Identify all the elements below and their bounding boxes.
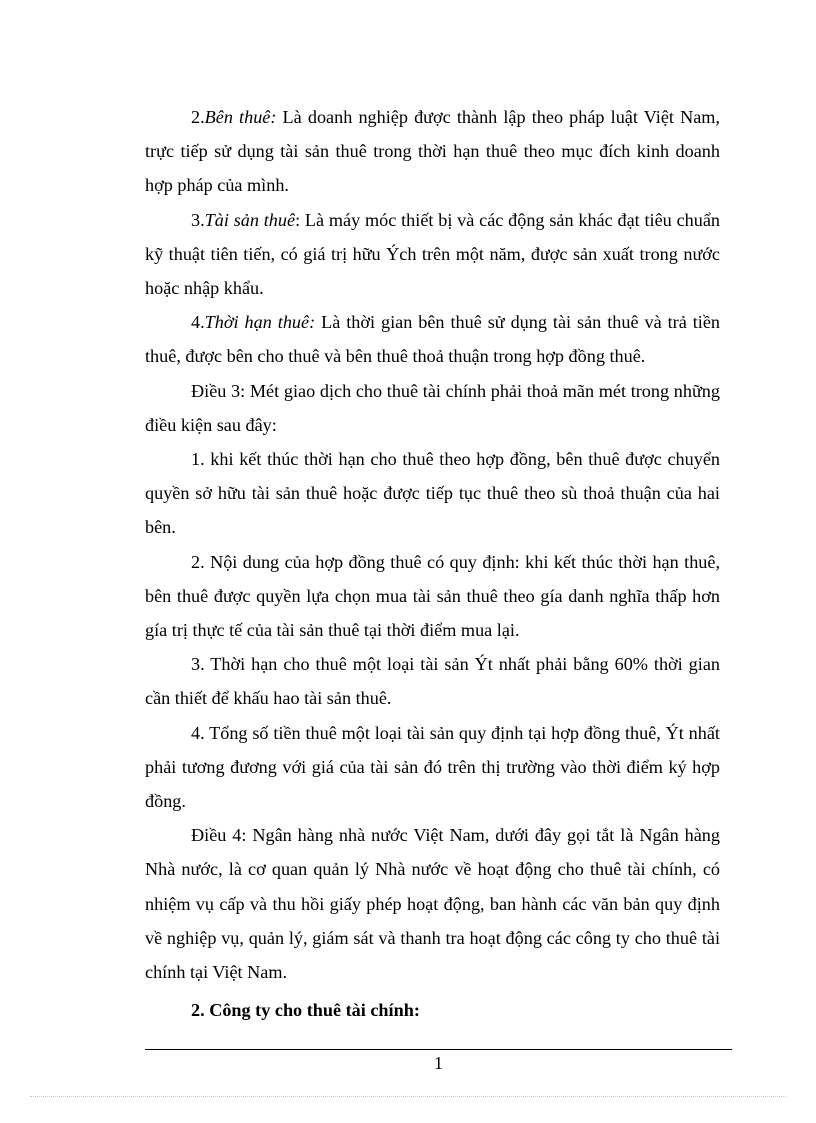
defined-term: Bên thuê: [204,107,277,127]
paragraph-lead: 2. [191,107,205,127]
paragraph-text: Là doanh nghiệp được thành lập theo pháp luật Việt Nam, trực tiếp sử dụng tài sản thuê trong thời hạn thuê theo mục đích kinh doanh hợp pháp của mình. [145,107,720,196]
defined-term: Thời hạn thuê: [204,312,316,333]
paragraph-text: Là thời gian bên thuê sử dụng tài sản thuê và trả tiền thuê, được bên cho thuê và bên thuê thoả thuận trong hợp đồng thuê. [145,312,720,367]
paragraph-dieu-4: Điều 4: Ngân hàng nhà nước Việt Nam, dưới đây gọi tắt là Ngân hàng Nhà nước, là cơ quan quản lý Nhà nước về hoạt động cho thuê tài chính, có nhiệm vụ cấp và thu hồi giấy phép hoạt động, ban hành các văn bản quy định về nghiệp vụ, quản lý, giám sát và thanh tra hoạt động các công ty cho thuê tài chính tại Việt Nam. [145,825,720,983]
defined-term: Tài sản thuê [204,209,296,230]
document-body [145,100,720,1027]
page-bottom-border [30,1096,786,1097]
paragraph-dieu-3: Điều 3: Mét giao dịch cho thuê tài chính phải thoả mãn mét trong những điều kiện sau đây: [145,380,720,435]
paragraph-thoi-han-thue [145,305,720,373]
footer-divider [145,1049,732,1050]
paragraph-condition-1: 1. khi kết thúc thời hạn cho thuê theo hợp đồng, bên thuê được chuyển quyền sở hữu tài sản thuê hoặc được tiếp tục thuê theo sù thoả thuận của hai bên. [145,449,720,538]
paragraph-lead: 4. [191,312,205,333]
paragraph-text: : Là máy móc thiết bị và các động sản khác đạt tiêu chuẩn kỹ thuật tiên tiến, có giá trị hữu Ých trên một năm, được sản xuất trong nước hoặc nhập khẩu. [145,209,720,299]
section-heading: 2. Công ty cho thuê tài chính: [191,1000,420,1021]
paragraph-ben-thue [145,100,720,203]
paragraph-condition-4: 4. Tổng số tiền thuê một loại tài sản quy định tại hợp đồng thuê, Ýt nhất phải tương đương với giá của tài sản đó trên thị trường vào thời điểm ký hợp đồng. [145,722,720,812]
paragraph-tai-san-thue [145,203,720,306]
paragraph-condition-3: 3. Thời hạn cho thuê một loại tài sản Ýt nhất phải bằng 60% thời gian cần thiết để khấu hao tài sản thuê. [145,654,720,709]
paragraph-lead: 3. [191,209,205,230]
paragraph-condition-2: 2. Nội dung của hợp đồng thuê có quy định: khi kết thúc thời hạn thuê, bên thuê được quyền lựa chọn mua tài sản thuê theo gía danh nghĩa thấp hơn gía trị thực tế của tài sản thuê tại thời điểm mua lại. [145,551,720,641]
page-number: 1 [434,1053,443,1073]
